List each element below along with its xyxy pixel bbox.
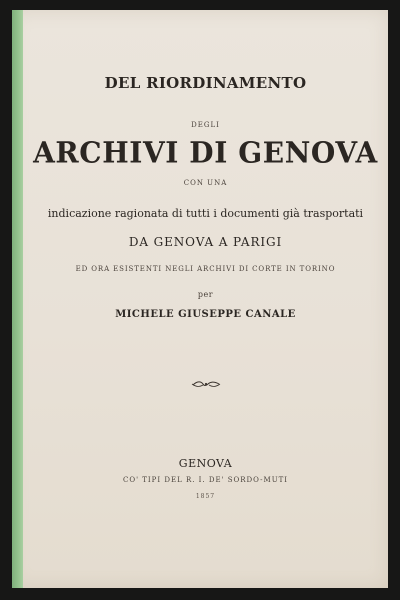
title-page — [12, 10, 388, 588]
main-title: ARCHIVI DI GENOVA — [33, 135, 378, 170]
imprint-printer: CO' TIPI DEL R. I. DE' SORDO-MUTI — [122, 476, 289, 484]
author-by: per — [197, 290, 214, 299]
title-page-content — [23, 10, 388, 588]
imprint-city: GENOVA — [178, 457, 233, 470]
imprint-year: 1857 — [195, 493, 216, 500]
ornament-icon — [191, 379, 221, 389]
subtitle-description: indicazione ragionata di tutti i documenti già trasportati — [47, 207, 364, 220]
author-name: MICHELE GIUSEPPE CANALE — [115, 309, 296, 320]
subtitle-existing: ED ORA ESISTENTI NEGLI ARCHIVI DI CORTE IN TORINO — [75, 265, 336, 273]
green-spine — [12, 10, 23, 588]
pretitle: DEL RIORDINAMENTO — [104, 74, 307, 92]
title-connector: DEGLI — [191, 121, 220, 129]
subtitle-connector: CON UNA — [183, 179, 228, 187]
subtitle-place: DA GENOVA A PARIGI — [128, 235, 283, 249]
